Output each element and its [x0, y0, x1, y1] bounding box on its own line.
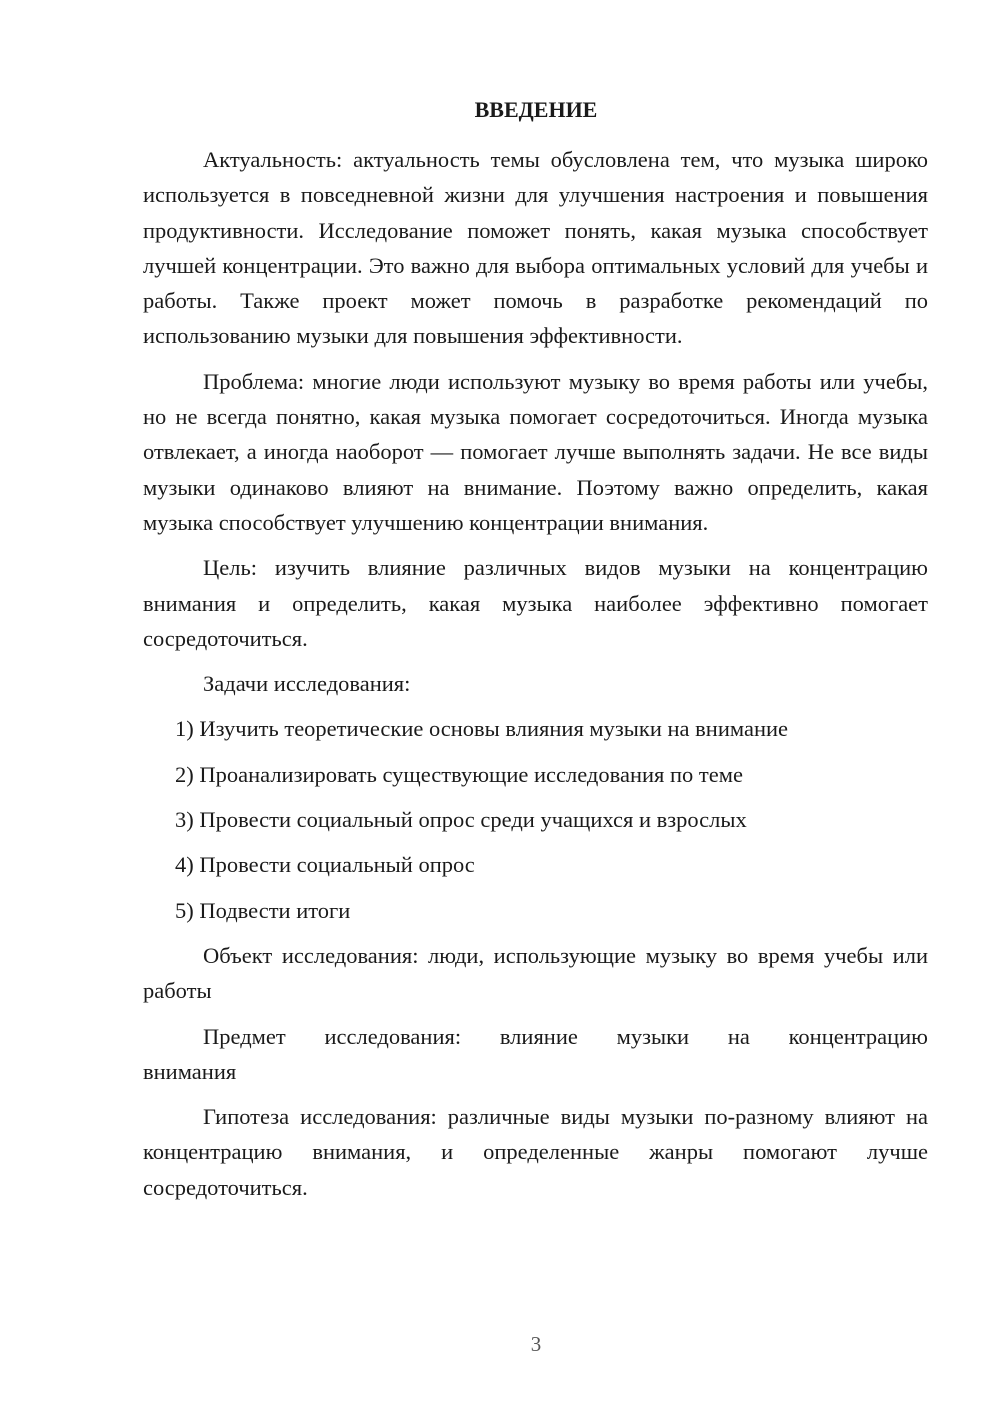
subject-paragraph: [143, 1019, 928, 1090]
object-paragraph: Объект исследования: люди, использующие музыку во время учебы или работы: [143, 942, 928, 1004]
task-item-4: 4) Провести социальный опрос: [175, 852, 475, 878]
document-body: [143, 142, 928, 1215]
subject-word: на: [727, 1023, 750, 1049]
tasks-heading: Задачи исследования:: [203, 671, 411, 697]
task-item-5: 5) Подвести итоги: [175, 897, 351, 923]
relevance-paragraph: Актуальность: актуальность темы обусловлена тем, что музыка широко используется в повседневной жизни для улучшения настроения и повышения продуктивности. Исследование поможет понять, какая музыка способствует лучшей концентрации. Это важно для выбора оптимальных условий для учебы и работы. Также проект может помочь в разработке рекомендаций по использованию музыки для повышения эффективности.: [143, 147, 928, 349]
task-item-3: 3) Провести социальный опрос среди учащихся и взрослых: [175, 807, 747, 833]
problem-paragraph: Проблема: многие люди используют музыку во время работы или учебы, но не всегда понятно, какая музыка помогает сосредоточиться. Иногда музыка отвлекает, а иногда наоборот — помогает лучше выполнять задачи. Не все виды музыки одинаково влияют на внимание. Поэтому важно определить, какая музыка способствует улучшению концентрации внимания.: [143, 368, 928, 535]
goal-paragraph: Цель: изучить влияние различных видов музыки на концентрацию внимания и определить, какая музыка наиболее эффективно помогает сосредоточиться.: [143, 555, 928, 651]
task-item-1: 1) Изучить теоретические основы влияния музыки на внимание: [175, 716, 789, 742]
page-number: 3: [530, 1332, 542, 1356]
page-title: ВВЕДЕНИЕ: [474, 97, 598, 122]
subject-word: концентрацию: [788, 1023, 928, 1049]
subject-continuation: внимания: [143, 1058, 237, 1084]
hypothesis-paragraph: Гипотеза исследования: различные виды музыки по-разному влияют на концентрацию внимания, и определенные жанры помогают лучше сосредоточиться.: [143, 1104, 928, 1200]
subject-word: влияние: [499, 1023, 578, 1049]
subject-word: Предмет: [203, 1023, 286, 1049]
subject-word: музыки: [616, 1023, 690, 1049]
subject-word: исследования:: [324, 1023, 462, 1049]
task-item-2: 2) Проанализировать существующие исследования по теме: [175, 761, 743, 787]
subject-first-line: [143, 1019, 928, 1054]
